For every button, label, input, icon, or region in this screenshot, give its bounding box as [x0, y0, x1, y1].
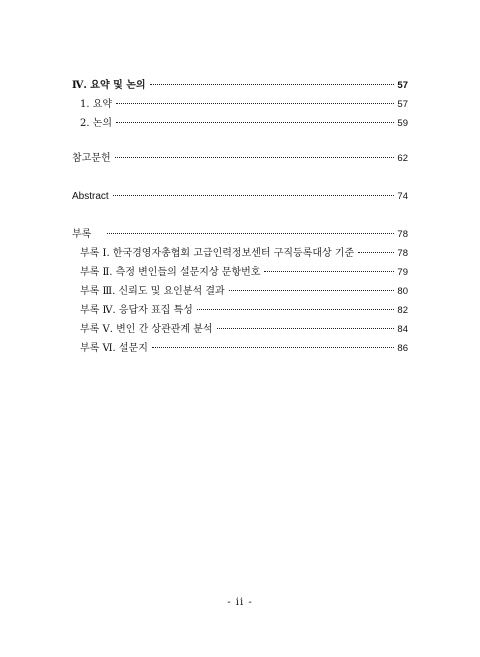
- toc-entry-title: Ⅳ. 요약 및 논의: [72, 80, 146, 91]
- dot-leader: [116, 122, 394, 123]
- toc-entry-page: 80: [397, 286, 408, 297]
- toc-entry-page: 59: [397, 118, 408, 129]
- toc-entry-summary[interactable]: [80, 99, 408, 111]
- toc-entry-appendix-5[interactable]: [80, 324, 408, 336]
- toc-entry-references[interactable]: [72, 153, 408, 165]
- toc-entry-appendix-2[interactable]: [80, 267, 408, 279]
- toc-entry-appendix-6[interactable]: [80, 343, 408, 355]
- toc-entry-title: 2. 논의: [80, 118, 113, 129]
- toc-entry-page: 74: [397, 191, 408, 202]
- toc-entry-title: 참고문헌: [72, 153, 111, 164]
- toc-entry-page: 82: [397, 305, 408, 316]
- dot-leader: [197, 309, 395, 310]
- toc-entry-page: 57: [397, 80, 408, 91]
- toc-entry-title: 1. 요약: [80, 99, 113, 110]
- dot-leader: [229, 290, 395, 291]
- dot-leader: [150, 84, 395, 85]
- toc-entry-title: 부록 Ⅵ. 설문지: [80, 343, 148, 354]
- toc-entry-appendix-3[interactable]: [80, 286, 408, 298]
- toc-entry-title: 부록: [72, 229, 92, 240]
- page-number-footer: - ii -: [227, 597, 253, 608]
- dot-leader: [107, 233, 394, 234]
- toc-entry-page: 79: [397, 267, 408, 278]
- toc-entry-page: 62: [397, 153, 408, 164]
- toc-entry-title: Abstract: [72, 191, 109, 202]
- toc-entry-discussion[interactable]: [80, 118, 408, 130]
- toc-entry-appendix-4[interactable]: [80, 305, 408, 317]
- toc-entry-title: 부록 Ⅳ. 응답자 표집 특성: [80, 305, 193, 316]
- dot-leader: [116, 103, 394, 104]
- dot-leader: [264, 271, 394, 272]
- toc-entry-title: 부록 Ⅰ. 한국경영자총협회 고급인력정보센터 구직등록대상 기준: [80, 248, 355, 259]
- toc-entry-page: 86: [397, 343, 408, 354]
- toc-entry-chapter-4[interactable]: [72, 80, 408, 92]
- dot-leader: [217, 328, 395, 329]
- dot-leader: [152, 347, 395, 348]
- toc-entry-title: 부록 Ⅴ. 변인 간 상관관계 분석: [80, 324, 213, 335]
- toc-entry-title: 부록 Ⅲ. 신뢰도 및 요인분석 결과: [80, 286, 225, 297]
- toc-entry-page: 78: [397, 248, 408, 259]
- dot-leader: [358, 252, 394, 253]
- toc-entry-appendix[interactable]: [72, 229, 408, 241]
- dot-leader: [115, 157, 395, 158]
- toc-entry-page: 57: [397, 99, 408, 110]
- toc-entry-appendix-1[interactable]: [80, 248, 408, 260]
- toc-entry-title: 부록 Ⅱ. 측정 변인들의 설문지상 문항번호: [80, 267, 261, 278]
- toc-entry-page: 84: [397, 324, 408, 335]
- dot-leader: [113, 195, 395, 196]
- toc-entry-abstract[interactable]: [72, 191, 408, 203]
- toc-entry-page: 78: [397, 229, 408, 240]
